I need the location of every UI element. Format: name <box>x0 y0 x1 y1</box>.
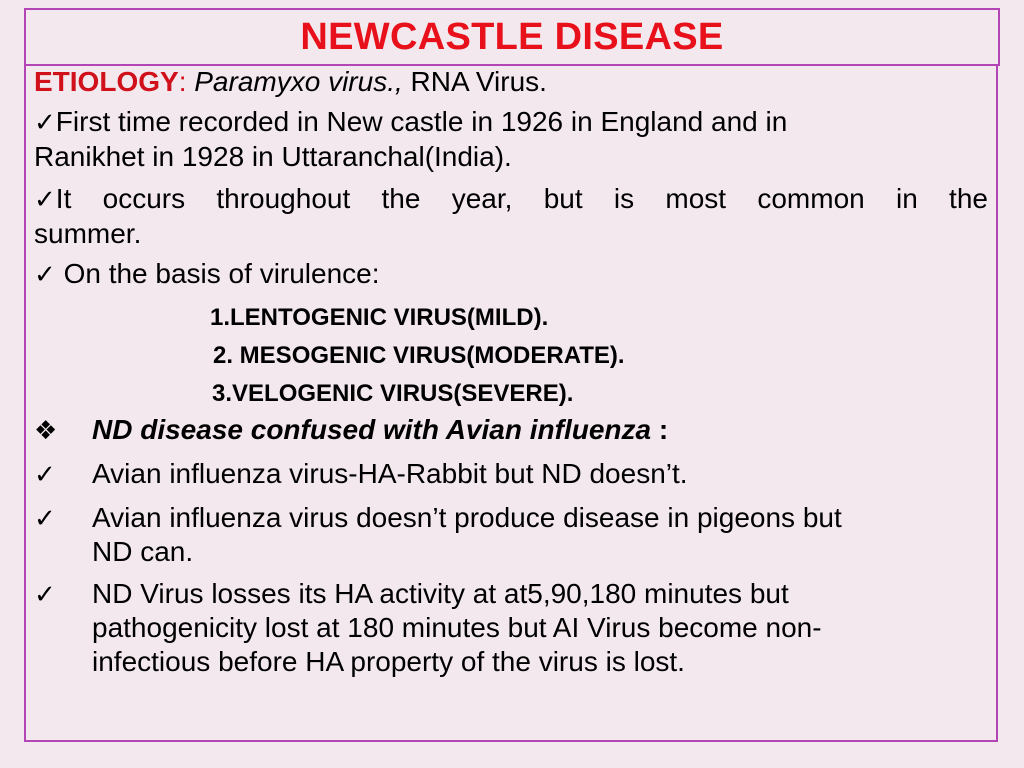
slide-content <box>34 64 990 679</box>
confused-heading: ND disease confused with Avian influenza <box>92 414 652 445</box>
check-icon: ✓ <box>34 185 56 215</box>
bullet-first-recorded <box>34 104 990 175</box>
ha-activity-line2: pathogenicity lost at 180 minutes but AI Virus become non- <box>92 612 822 643</box>
difference-text: Avian influenza virus-HA-Rabbit but ND doesn’t. <box>92 458 688 489</box>
slide-title: NEWCASTLE DISEASE <box>300 15 724 58</box>
etiology-agent: Paramyxo virus., <box>194 66 403 97</box>
virulence-list <box>34 299 990 413</box>
confused-suffix: : <box>658 414 669 445</box>
occurs-line1: ✓It occurs throughout the year, but is most common in the <box>34 181 988 218</box>
first-recorded-line2: Ranikhet in 1928 in Uttaranchal(India). <box>34 141 512 172</box>
bullet-virulence-basis <box>34 256 990 293</box>
check-icon: ✓ <box>34 504 56 534</box>
confused-heading-row <box>34 413 990 449</box>
etiology-colon: : <box>178 66 187 97</box>
check-icon: ✓ <box>34 108 56 138</box>
check-icon: ✓ <box>34 460 56 490</box>
first-recorded-line1: First time recorded in New castle in 1926 in England and in <box>55 106 788 137</box>
virulence-item: 3.VELOGENIC VIRUS(SEVERE). <box>212 380 574 407</box>
difference-item <box>34 457 990 493</box>
check-icon: ✓ <box>34 580 56 610</box>
virulence-item: 2. MESOGENIC VIRUS(MODERATE). <box>213 342 625 369</box>
virulence-basis-text: On the basis of virulence: <box>63 258 380 289</box>
etiology-label: ETIOLOGY <box>34 66 179 97</box>
difference-item <box>34 577 990 679</box>
ha-activity-line1: ND Virus losses its HA activity at at5,90,180 minutes but <box>92 578 789 609</box>
ha-activity-line3: infectious before HA property of the virus is lost. <box>92 646 685 677</box>
difference-text: ND can. <box>92 536 194 567</box>
etiology-line <box>34 64 990 100</box>
bullet-occurs <box>34 181 990 252</box>
difference-text: Avian influenza virus doesn’t produce disease in pigeons but <box>92 502 842 533</box>
check-icon: ✓ <box>34 260 56 290</box>
virulence-item: 1.LENTOGENIC VIRUS(MILD). <box>210 304 549 331</box>
occurs-line2: summer. <box>34 218 142 249</box>
diamond-bullet-icon: ❖ <box>34 416 58 446</box>
difference-item <box>34 501 990 569</box>
etiology-type: RNA Virus. <box>410 66 547 97</box>
title-bar <box>24 8 1000 66</box>
